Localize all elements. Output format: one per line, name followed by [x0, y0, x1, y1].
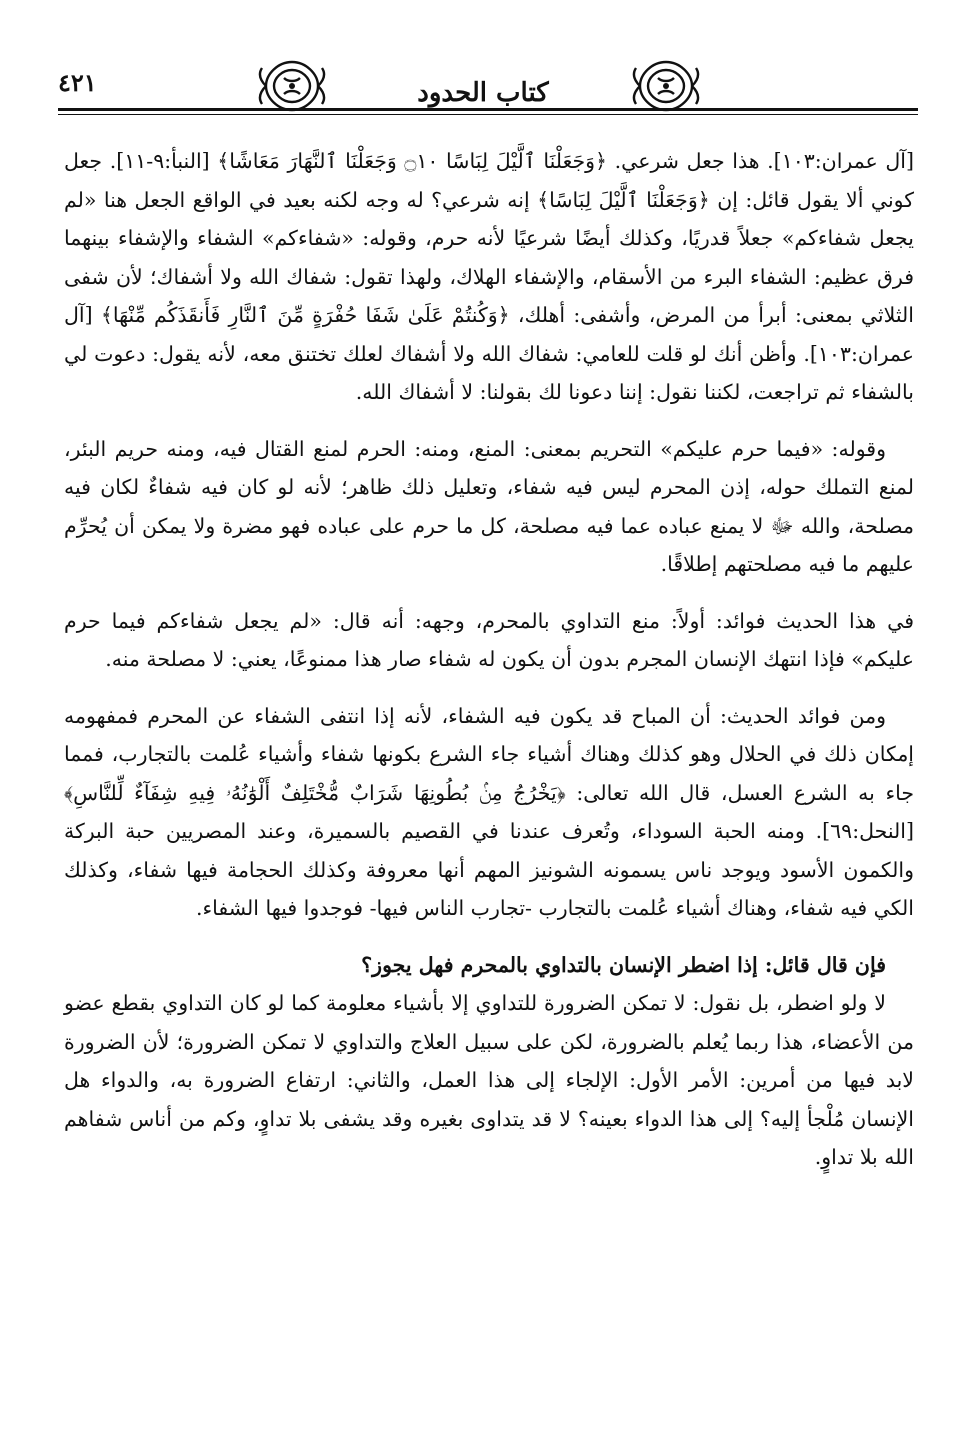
paragraph: في هذا الحديث فوائد: أولاً: منع التداوي بالمحرم، وجهه: أنه قال: «لم يجعل شفاءكم فيما حرم عليكم» فإذا انتهك الإنسان المجرم بدون أن يكون له شفاء صار هذا ممنوعًا، يعني: لا مصلحة منه.: [64, 608, 914, 671]
paragraph: [آل عمران:١٠٣]. هذا جعل شرعي. ﴿وَجَعَلْنَا ٱلَّيْلَ لِبَاسًا ۝١٠ وَجَعَلْنَا ٱلنَّهَارَ مَعَاشًا﴾ [النبأ:٩-١١]. جعل كوني ألا يقول قائل: إن ﴿وَجَعَلْنَا ٱلَّيْلَ لِبَاسًا﴾ إنه شرعي؟ له وجه لكنه بعيد في الواقع الجعل هنا «لم يجعل شفاءكم» جعلاً قدريًا، وكذلك أيضًا شرعيًا لأنه حرم، وقوله: «شفاءكم» الشفاء والإشفاء بينهما فرق عظيم: الشفاء البرء من الأسقام، والإشفاء الهلاك، ولهذا تقول: شفاك الله ولا أشفاك؛ لأن شفى الثلاثي بمعنى: أبرأ من المرض، وأشفى: أهلك، ﴿وَكُنتُمْ عَلَىٰ شَفَا حُفْرَةٍ مِّنَ ٱلنَّارِ فَأَنقَذَكُم مِّنْهَا﴾ [آل عمران:١٠٣]. وأظن أنك لو قلت للعامي: شفاك الله ولا أشفاك لعلك تختنق معه، لأنه يقول: دعوت لي بالشفاء ثم تراجعت، لكننا نقول: إننا دعونا لك بقولنا: لا أشفاك الله.: [64, 149, 914, 404]
page-number: ٤٢١: [58, 68, 97, 97]
header-rule: [58, 108, 918, 111]
page-body: [64, 142, 914, 1177]
question-paragraph: فإن قال قائل: إذا اضطر الإنسان بالتداوي بالمحرم فهل يجوز؟: [361, 952, 886, 977]
header-rule-thin: [58, 114, 918, 115]
ornament-icon: [256, 56, 328, 116]
ornament-icon: [630, 56, 702, 116]
page-header: [58, 52, 918, 130]
page-title: كتاب الحدود: [417, 78, 549, 108]
paragraph: ومن فوائد الحديث: أن المباح قد يكون فيه الشفاء، لأنه إذا انتفى الشفاء عن المحرم فمفهومه إمكان ذلك في الحلال وهو كذلك وهناك أشياء جاء الشرع بكونها شفاء وأشياء عُلمت بالتجارب، فمما جاء به الشرع العسل، قال الله تعالى: ﴿يَخْرُجُ مِنۢ بُطُونِهَا شَرَابٌ مُّخْتَلِفٌ أَلْوَٰنُهُۥ فِيهِ شِفَآءٌ لِّلنَّاسِ﴾ [النحل:٦٩]. ومنه الحبة السوداء، وتُعرف عندنا في القصيم بالسميرة، وعند المصريين حبة البركة والكمون الأسود ويوجد ناس يسمونه الشونيز المهم أنها معروفة وكذلك الحجامة فيها شفاء، وكذلك الكي فيه شفاء، وهناك أشياء عُلمت بالتجارب -تجارب الناس فيها- فوجدوا فيها الشفاء.: [64, 703, 914, 920]
paragraph: لا ولو اضطر، بل نقول: لا تمكن الضرورة للتداوي إلا بأشياء معلومة كما لو كان التداوي بقطع عضو من الأعضاء، هذا ربما يُعلم بالضرورة، لكن على سبيل العلاج والتداوي لا تمكن الضرورة؛ لأن الضرورة لابد فيها من أمرين: الأمر الأول: الإلجاء إلى هذا العمل، والثاني: ارتفاع الضرورة به، والدواء هل الإنسان مُلْجأ إليه؟ إلى هذا الدواء بعينه؟ لا قد يتداوى بغيره وقد يشفى بلا تداوٍ، وكم من أناس شفاهم الله بلا تداوٍ.: [64, 991, 914, 1169]
paragraph: وقوله: «فيما حرم عليكم» التحريم بمعنى: المنع، ومنه: الحرم لمنع القتال فيه، ومنه حريم البئر، لمنع التملك حوله، إذن المحرم ليس فيه شفاء، وتعليل ذلك ظاهر؛ لأنه لو كان فيه شفاءٌ لكان فيه مصلحة، والله ﷻ لا يمنع عباده عما فيه مصلحة، كل ما حرم على عباده فهو مضرة ولا يمكن أن يُحرِّم عليهم ما فيه مصلحتهم إطلاقًا.: [64, 436, 914, 576]
